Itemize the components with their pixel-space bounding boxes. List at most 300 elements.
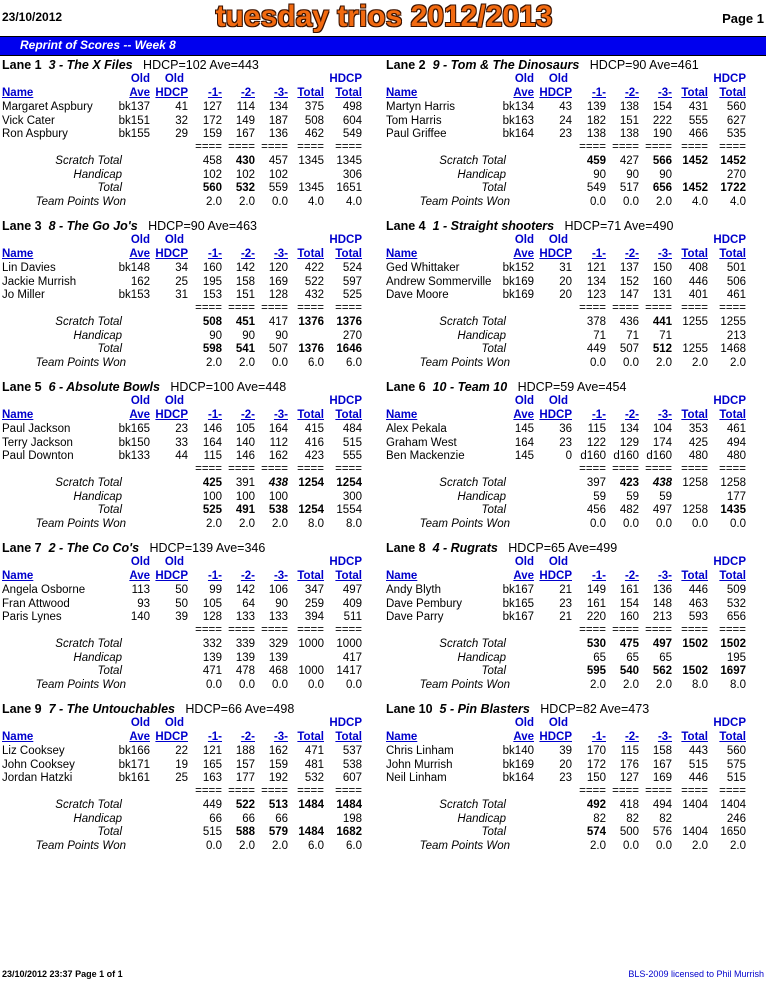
player-score: 146 [235,450,255,462]
player-score: 432 [304,289,324,301]
separator: ==== [612,302,639,314]
summary-value: 417 [342,652,362,664]
summary-value: 478 [235,665,255,677]
player-score: 466 [688,128,708,140]
player-score: 114 [236,101,255,113]
player-name: Alex Pekala [386,423,447,435]
game2-header: -2- [240,409,255,421]
summary-label: Scratch Total [439,638,506,650]
lane-number: Lane 1 [2,58,42,72]
summary-value: 541 [235,343,255,355]
lane-title [386,702,649,716]
hdcp-total-header: Total [719,570,746,582]
total-header: Total [297,409,324,421]
player-score: 508 [304,114,324,127]
player-score: d160 [580,450,606,462]
team-stats: HDCP=71 Ave=490 [564,219,674,233]
hdcp-top-header: HDCP [329,717,362,729]
team-stats: HDCP=139 Ave=346 [149,541,266,555]
player-name: Dave Moore [386,289,449,301]
player-score: 446 [688,275,708,288]
lane-number: Lane 8 [386,541,426,555]
player-name: Ron Aspbury [2,128,68,140]
player-score: 163 [202,772,222,784]
game3-header: -3- [657,570,672,582]
lane-number: Lane 7 [2,541,42,555]
old-ave-header: Old [514,717,534,729]
player-score: 133 [235,611,255,623]
player-score: 123 [586,289,606,301]
summary-value: 566 [652,155,672,167]
old-ave-header: Old [130,395,150,407]
summary-value: 1651 [336,182,362,194]
lane-title [2,541,265,555]
player-score: 142 [235,262,255,274]
player-score: bk166 [118,745,150,757]
summary-label: Scratch Total [439,316,506,328]
summary-label: Team Points Won [419,679,510,691]
player-score: 25 [175,772,188,784]
hdcp-top-header: HDCP [329,395,362,407]
summary-label: Total [481,343,506,355]
separator: ==== [261,141,288,153]
player-score: 461 [726,423,746,435]
player-score: 522 [304,275,324,288]
summary-value: 2.0 [730,840,746,852]
separator: ==== [335,302,362,314]
player-name: Angela Osborne [2,584,86,596]
separator: ==== [719,302,746,314]
summary-label: Total [481,504,506,516]
old-ave-header: Old [130,717,150,729]
player-score: 112 [269,436,288,449]
separator: ==== [297,785,324,797]
separator: ==== [719,141,746,153]
player-score: 33 [175,436,188,449]
player-score: bk165 [118,423,150,435]
player-name: John Cooksey [2,758,75,771]
summary-value: 82 [593,813,606,825]
summary-value: 522 [235,799,255,811]
player-name: Jackie Murrish [2,275,77,288]
player-score: 164 [202,436,222,449]
player-score: 121 [202,745,222,757]
lane-title [2,58,259,72]
summary-value: 513 [268,799,288,811]
summary-value: 0.0 [656,840,672,852]
summary-value: 482 [619,504,639,516]
player-name: Ged Whittaker [386,262,460,274]
player-score: 515 [342,436,362,449]
summary-label: Scratch Total [55,638,122,650]
summary-value: 588 [235,826,255,838]
ave-header: Ave [129,248,150,260]
hdcp-header: HDCP [539,248,572,260]
summary-value: 4.0 [346,196,362,208]
player-score: 161 [586,597,606,610]
summary-value: 90 [242,330,255,342]
player-score: 23 [559,772,572,784]
team-name: 9 - Tom & The Dinosaurs [432,58,580,72]
summary-label: Total [97,343,122,355]
summary-value: 1468 [720,343,746,355]
summary-value: 8.0 [692,679,708,691]
hdcp-header: HDCP [155,731,188,743]
summary-value: 1258 [682,477,708,489]
player-score: 106 [268,584,288,596]
summary-value: 538 [268,504,288,516]
player-score: 43 [559,101,572,113]
total-header: Total [681,409,708,421]
summary-value: 65 [593,652,606,664]
player-score: 0 [565,450,572,462]
summary-value: 497 [652,504,672,516]
old-hdcp-header: Old [548,234,568,246]
separator: ==== [335,624,362,636]
separator: ==== [579,141,606,153]
player-score: bk171 [118,758,150,771]
player-score: 394 [304,611,324,623]
summary-value: 497 [652,638,672,650]
total-header: Total [681,731,708,743]
player-score: 127 [202,101,222,113]
summary-value: 2.0 [692,357,708,369]
player-score: 415 [304,423,324,435]
player-score: 150 [652,262,672,274]
summary-label: Total [481,182,506,194]
hdcp-top-header: HDCP [713,234,746,246]
summary-value: 90 [209,330,222,342]
summary-value: 1345 [298,155,324,167]
player-score: 90 [275,597,288,610]
team-stats: HDCP=90 Ave=463 [148,219,257,233]
summary-value: 1404 [682,826,708,838]
hdcp-top-header: HDCP [713,395,746,407]
summary-value: 507 [268,343,288,355]
total-header: Total [681,87,708,99]
summary-value: 1376 [298,343,324,355]
summary-label: Scratch Total [439,477,506,489]
player-score: 164 [514,436,534,449]
hdcp-top-header: HDCP [329,556,362,568]
player-name: Graham West [386,436,457,449]
total-header: Total [297,248,324,260]
summary-value: 1254 [298,504,324,516]
player-score: bk161 [118,772,150,784]
game3-header: -3- [273,570,288,582]
summary-value: 2.0 [656,357,672,369]
summary-value: 559 [268,182,288,194]
player-score: 29 [175,128,188,140]
player-score: 446 [688,772,708,784]
summary-value: 0.0 [656,518,672,530]
separator: ==== [719,463,746,475]
summary-value: 1254 [298,477,324,489]
game3-header: -3- [657,731,672,743]
game2-header: -2- [624,570,639,582]
report-date: 23/10/2012 [2,10,63,24]
summary-value: 508 [202,316,222,328]
player-score: 353 [688,423,708,435]
player-score: 113 [131,584,150,596]
player-score: 509 [726,584,746,596]
hdcp-top-header: HDCP [713,73,746,85]
player-score: 160 [652,275,672,288]
player-name: Martyn Harris [386,101,456,113]
player-score: 597 [342,275,362,288]
summary-value: 1452 [682,182,708,194]
game2-header: -2- [624,409,639,421]
hdcp-total-header: Total [719,409,746,421]
summary-label: Total [97,826,122,838]
player-score: 93 [137,597,150,610]
summary-value: 2.0 [730,357,746,369]
hdcp-total-header: Total [335,87,362,99]
summary-value: 6.0 [346,840,362,852]
ave-header: Ave [513,87,534,99]
summary-value: 0.0 [623,196,639,208]
name-header: Name [2,248,34,260]
summary-value: 1722 [720,182,746,194]
summary-value: 1376 [298,316,324,328]
player-score: 159 [202,128,222,140]
summary-value: 59 [593,491,606,503]
hdcp-total-header: Total [335,409,362,421]
summary-value: 213 [726,330,746,342]
player-score: 23 [559,436,572,449]
hdcp-total-header: Total [335,248,362,260]
player-score: 146 [202,423,222,435]
player-score: 538 [342,758,362,771]
summary-value: 66 [242,813,255,825]
summary-value: 441 [652,316,672,328]
summary-value: 391 [235,477,255,489]
summary-value: 300 [342,491,362,503]
summary-value: 574 [586,826,606,838]
game2-header: -2- [240,731,255,743]
player-score: 104 [652,423,672,435]
summary-value: 0.0 [239,679,255,691]
summary-value: 1502 [682,665,708,677]
player-score: 593 [688,611,708,623]
ave-header: Ave [129,87,150,99]
summary-value: 306 [342,169,362,181]
player-score: 24 [559,114,572,127]
player-score: 409 [342,597,362,610]
player-score: 401 [688,289,708,301]
game2-header: -2- [240,87,255,99]
week-banner-text: Reprint of Scores -- Week 8 [20,38,176,52]
player-name: Liz Cooksey [2,745,65,757]
player-score: 25 [175,275,188,288]
summary-value: 423 [619,477,639,489]
player-name: Vick Cater [2,114,55,127]
player-score: 182 [586,114,606,127]
player-score: 170 [586,745,606,757]
summary-value: 1404 [682,799,708,811]
summary-value: 4.0 [730,196,746,208]
player-score: bk155 [118,128,150,140]
summary-value: 0.0 [272,679,288,691]
player-score: 192 [268,772,288,784]
summary-label: Scratch Total [439,155,506,167]
summary-value: 59 [626,491,639,503]
game2-header: -2- [240,570,255,582]
team-name: 4 - Rugrats [432,541,498,555]
summary-value: 418 [619,799,639,811]
separator: ==== [645,463,672,475]
summary-value: 8.0 [308,518,324,530]
summary-value: 2.0 [656,679,672,691]
team-stats: HDCP=66 Ave=498 [185,702,295,716]
summary-value: 2.0 [623,679,639,691]
summary-value: 1255 [682,343,708,355]
old-ave-header: Old [130,234,150,246]
player-name: Chris Linham [386,745,454,757]
separator: ==== [195,624,222,636]
player-score: 213 [652,611,672,623]
player-score: bk169 [502,275,534,288]
player-score: 19 [175,758,188,771]
player-score: 20 [559,758,572,771]
lane-title [386,219,673,233]
player-score: 128 [202,611,222,623]
summary-value: 139 [202,652,222,664]
player-name: Paul Downton [2,450,74,462]
player-score: 105 [202,597,222,610]
player-score: 169 [652,772,672,784]
player-score: 20 [559,289,572,301]
player-score: 422 [304,262,324,274]
player-name: Margaret Aspbury [2,101,93,113]
summary-value: 417 [268,316,288,328]
summary-value: 195 [726,652,746,664]
summary-value: 2.0 [239,518,255,530]
name-header: Name [386,409,418,421]
lane-title [2,219,257,233]
game1-header: -1- [591,248,606,260]
summary-value: 457 [268,155,288,167]
summary-value: 425 [202,477,222,489]
lane-number: Lane 5 [2,380,42,394]
player-score: 188 [235,745,255,757]
separator: ==== [228,785,255,797]
team-name: 6 - Absolute Bowls [48,380,160,394]
player-score: bk152 [502,262,534,274]
summary-value: 2.0 [590,840,606,852]
old-hdcp-header: Old [164,395,184,407]
team-stats: HDCP=102 Ave=443 [143,58,259,72]
separator: ==== [228,624,255,636]
player-score: 158 [235,275,255,288]
player-score: 220 [586,611,606,623]
report-title: tuesday trios 2012/2013 [215,0,553,33]
hdcp-total-header: Total [719,87,746,99]
summary-value: 0.0 [206,679,222,691]
old-hdcp-header: Old [164,73,184,85]
player-score: 555 [688,114,708,127]
summary-value: 475 [619,638,639,650]
game1-header: -1- [591,87,606,99]
summary-label: Total [481,826,506,838]
summary-label: Team Points Won [35,840,126,852]
summary-value: 65 [659,652,672,664]
separator: ==== [719,785,746,797]
summary-value: 1435 [720,504,746,516]
player-score: 497 [342,584,362,596]
player-score: 39 [175,611,188,623]
summary-value: 1484 [298,826,324,838]
summary-value: 1255 [682,316,708,328]
old-ave-header: Old [130,556,150,568]
summary-value: 90 [275,330,288,342]
player-score: 423 [304,450,324,462]
separator: ==== [681,785,708,797]
player-score: 498 [342,101,362,113]
summary-value: 4.0 [308,196,324,208]
summary-label: Handicap [457,491,506,503]
player-score: 32 [175,114,188,127]
player-score: 23 [559,128,572,140]
player-score: 134 [586,275,606,288]
team-stats: HDCP=65 Ave=499 [508,541,618,555]
player-score: 151 [235,289,255,301]
player-score: 222 [652,114,672,127]
player-score: 154 [652,101,672,113]
player-score: 174 [652,436,672,449]
summary-value: 59 [659,491,672,503]
player-score: 627 [726,114,746,127]
team-name: 10 - Team 10 [432,380,508,394]
player-score: 195 [202,275,222,288]
player-name: Fran Attwood [2,597,70,610]
summary-value: 0.0 [308,679,324,691]
summary-value: 451 [235,316,255,328]
summary-value: 468 [268,665,288,677]
player-name: Andy Blyth [386,584,441,596]
summary-value: 397 [586,477,606,489]
summary-value: 1502 [720,638,746,650]
ave-header: Ave [513,409,534,421]
old-ave-header: Old [130,73,150,85]
player-score: 172 [202,114,222,127]
summary-value: 0.0 [272,196,288,208]
summary-label: Team Points Won [35,196,126,208]
player-score: bk169 [502,289,534,301]
separator: ==== [645,624,672,636]
summary-label: Scratch Total [55,316,122,328]
player-score: 20 [559,275,572,288]
summary-value: 90 [593,169,606,181]
player-score: 656 [726,611,746,623]
game3-header: -3- [657,87,672,99]
summary-label: Scratch Total [55,799,122,811]
summary-value: 6.0 [308,840,324,852]
summary-value: 102 [202,169,222,181]
player-score: 142 [235,584,255,596]
separator: ==== [261,463,288,475]
game3-header: -3- [273,409,288,421]
summary-label: Handicap [73,169,122,181]
old-hdcp-header: Old [548,717,568,729]
player-score: 105 [235,423,255,435]
ave-header: Ave [129,409,150,421]
team-stats: HDCP=59 Ave=454 [517,380,627,394]
name-header: Name [386,248,418,260]
summary-value: 1345 [336,155,362,167]
summary-value: 1258 [720,477,746,489]
summary-label: Scratch Total [55,155,122,167]
